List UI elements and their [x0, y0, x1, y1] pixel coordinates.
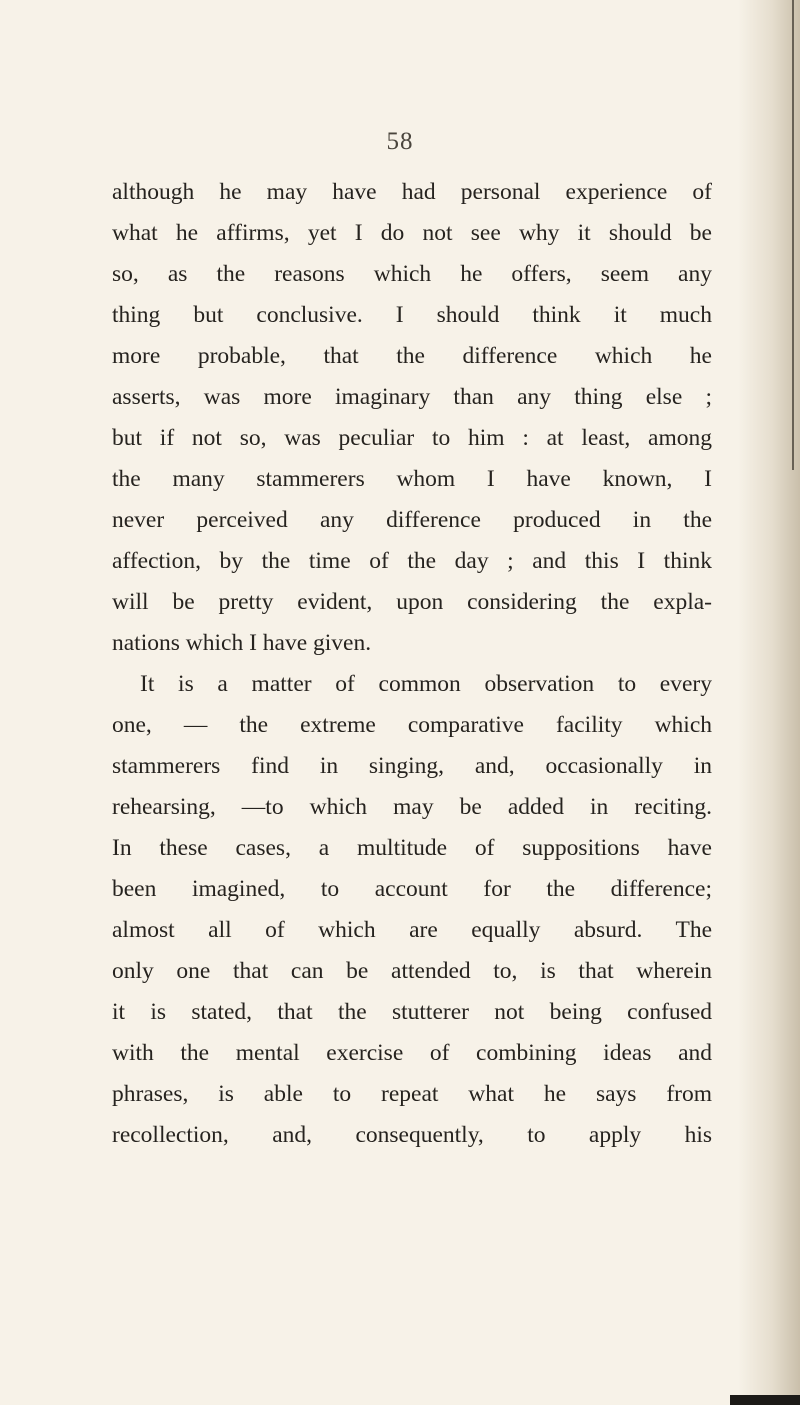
- text-line: asserts, was more imaginary than any thing else ;: [112, 384, 712, 410]
- text-line: one, — the extreme comparative facility which: [112, 712, 712, 738]
- text-line: almost all of which are equally absurd. The: [112, 917, 712, 943]
- body-text: [112, 172, 712, 1156]
- page-corner-mark: [730, 1395, 800, 1405]
- page-gutter-shadow: [738, 0, 800, 1405]
- text-line: rehearsing, —to which may be added in reciting.: [112, 794, 712, 820]
- text-line: only one that can be attended to, is that wherein: [112, 958, 712, 984]
- text-line: it is stated, that the stutterer not being confused: [112, 999, 712, 1025]
- text-line: In these cases, a multitude of suppositions have: [112, 835, 712, 861]
- text-line: the many stammerers whom I have known, I: [112, 466, 712, 492]
- page-edge-line: [792, 0, 794, 470]
- page-number: 58: [386, 128, 414, 155]
- text-line: thing but conclusive. I should think it much: [112, 302, 712, 328]
- text-line: will be pretty evident, upon considering the expla-: [112, 589, 712, 615]
- text-line: but if not so, was peculiar to him : at least, among: [112, 425, 712, 451]
- text-line: what he affirms, yet I do not see why it should be: [112, 220, 712, 246]
- text-line: phrases, is able to repeat what he says from: [112, 1081, 712, 1107]
- text-line: recollection, and, consequently, to apply his: [112, 1122, 712, 1148]
- text-line: never perceived any difference produced in the: [112, 507, 712, 533]
- text-line: nations which I have given.: [112, 630, 372, 656]
- text-line: although he may have had personal experience of: [112, 179, 712, 205]
- text-line: been imagined, to account for the difference;: [112, 876, 712, 902]
- paragraph-start-line: It is a matter of common observation to every: [140, 671, 712, 697]
- text-line: affection, by the time of the day ; and this I think: [112, 548, 712, 574]
- text-line: stammerers find in singing, and, occasionally in: [112, 753, 712, 779]
- text-line: more probable, that the difference which he: [112, 343, 712, 369]
- text-line: so, as the reasons which he offers, seem any: [112, 261, 712, 287]
- text-line: with the mental exercise of combining ideas and: [112, 1040, 712, 1066]
